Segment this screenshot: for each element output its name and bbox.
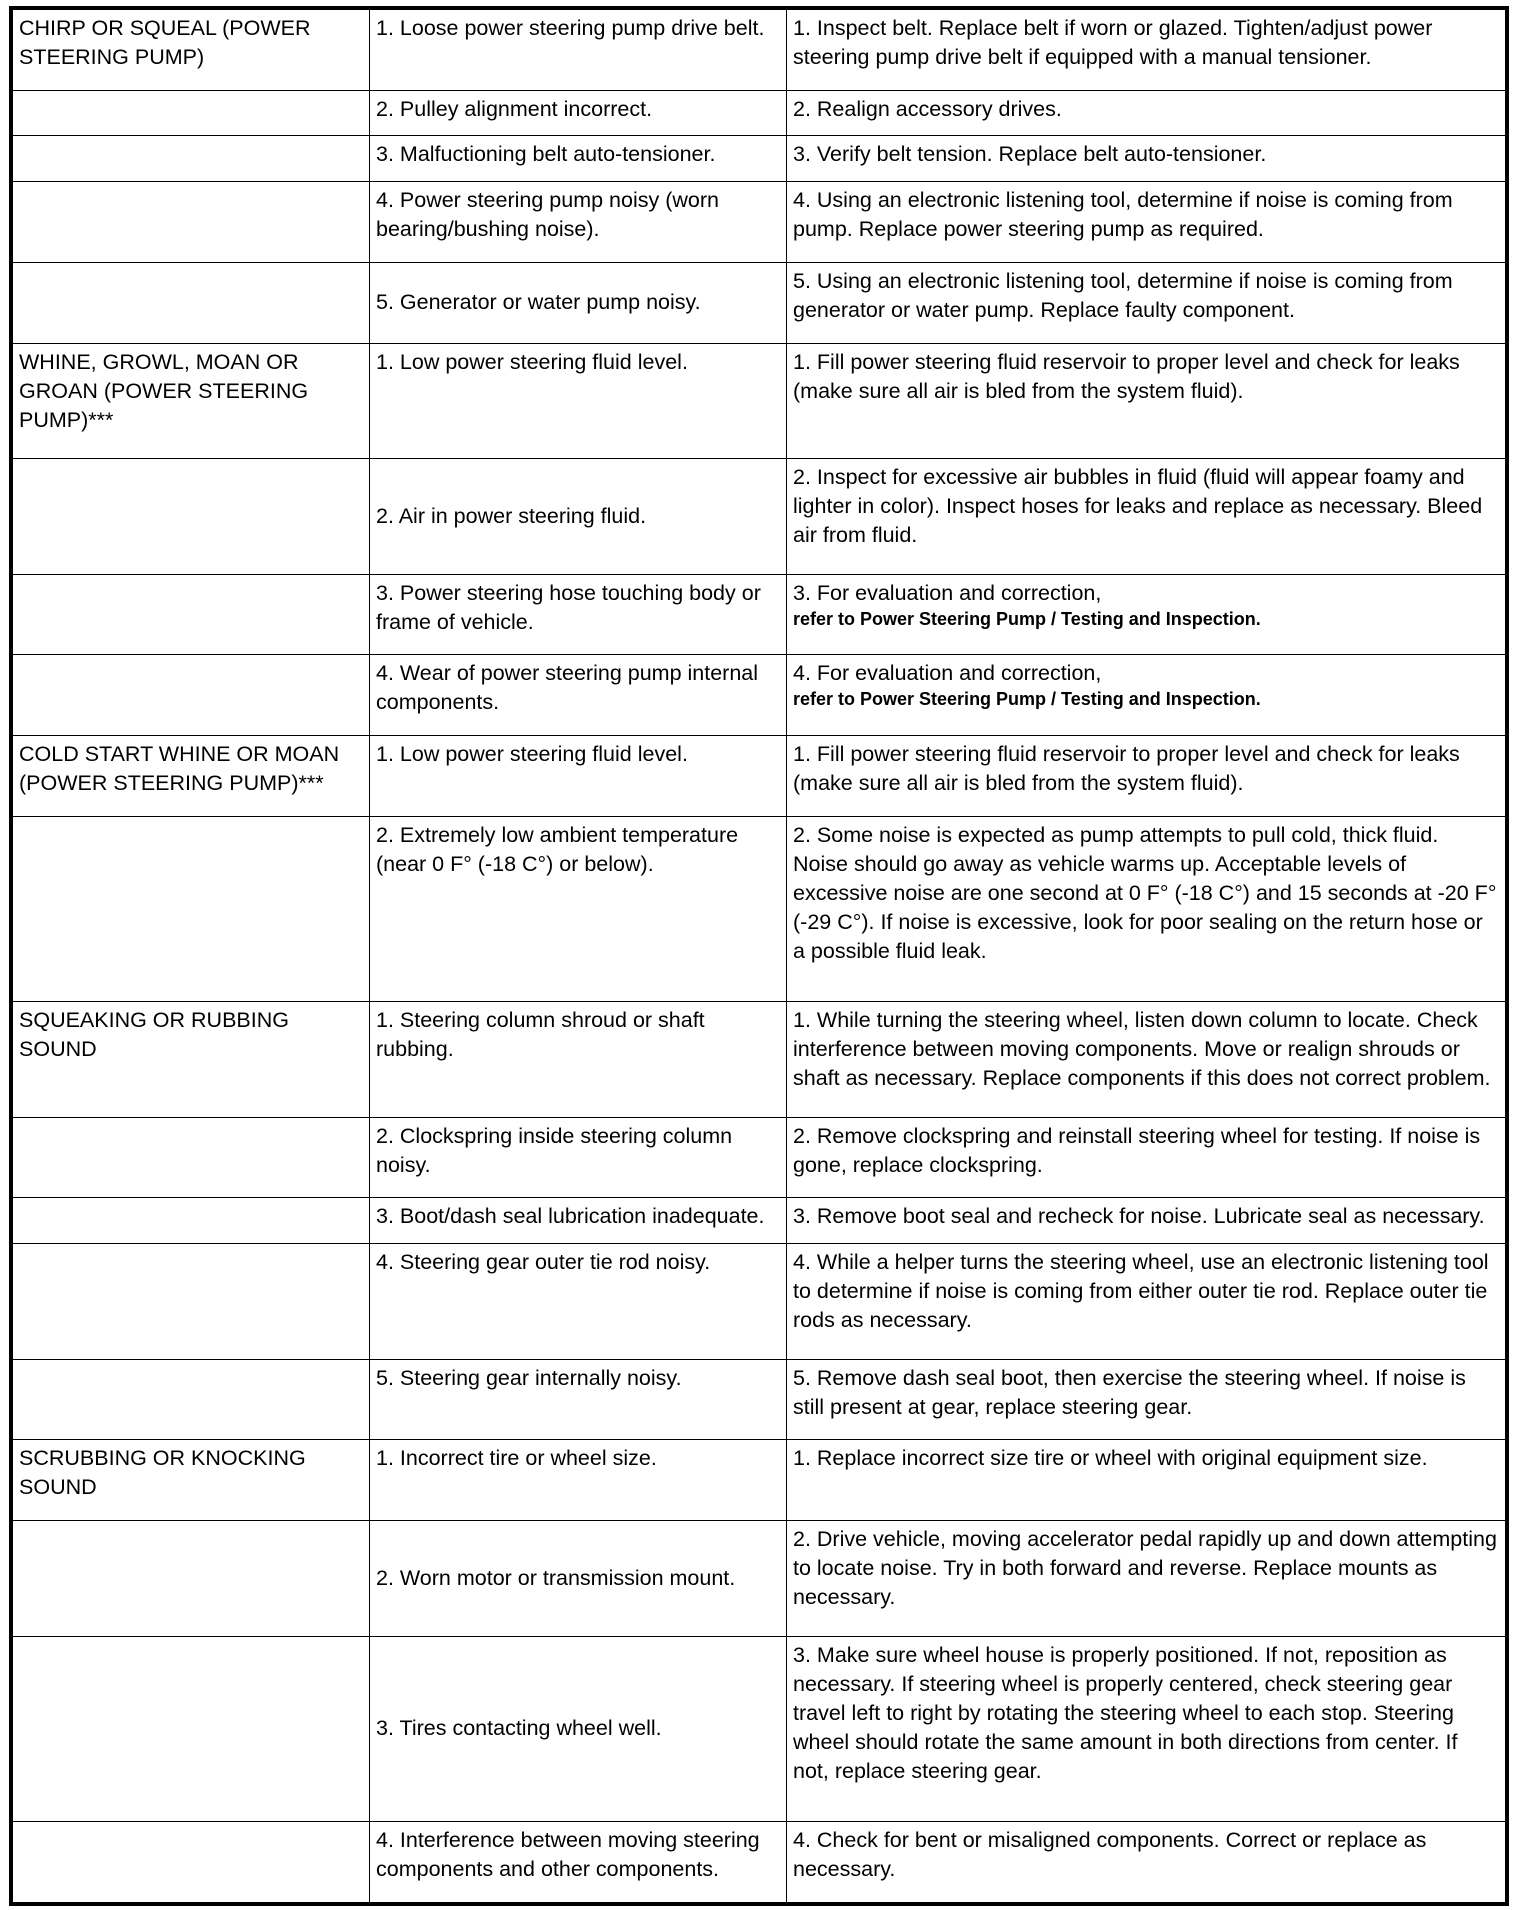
cause-cell: 2. Worn motor or transmission mount. <box>370 1521 787 1637</box>
condition-cell <box>13 574 370 655</box>
table-row <box>13 262 1506 343</box>
cause-cell: 1. Incorrect tire or wheel size. <box>370 1440 787 1521</box>
cause-cell: 5. Generator or water pump noisy. <box>370 262 787 343</box>
correction-cell: 4. While a helper turns the steering wheel, use an electronic listening tool to determine if noise is coming from either outer tie rod. Replace outer tie rods as necessary. <box>787 1244 1506 1360</box>
cause-cell: 1. Low power steering fluid level. <box>370 736 787 817</box>
table-row <box>13 574 1506 655</box>
correction-cell: 1. Fill power steering fluid reservoir to proper level and check for leaks (make sure all air is bled from the system fluid). <box>787 736 1506 817</box>
reference-link[interactable]: refer to Power Steering Pump / Testing and Inspection. <box>793 608 1261 629</box>
table-row <box>13 343 1506 459</box>
correction-cell: 2. Some noise is expected as pump attempts to pull cold, thick fluid. Noise should go away as vehicle warms up. Acceptable levels of excessive noise are one second at 0 F° (-18 C°) and 15 seconds at -20 F° (-29 C°). If noise is excessive, look for poor sealing on the return hose or a possible fluid leak. <box>787 816 1506 1001</box>
correction-cell: 1. While turning the steering wheel, listen down column to locate. Check interference between moving components. Move or realign shrouds or shaft as necessary. Replace components if this does not correct problem. <box>787 1002 1506 1118</box>
diagnosis-table-page <box>9 6 1509 1906</box>
condition-cell <box>13 1359 370 1440</box>
cause-cell: 4. Wear of power steering pump internal components. <box>370 655 787 736</box>
condition-cell <box>13 459 370 575</box>
correction-cell: 1. Fill power steering fluid reservoir to proper level and check for leaks (make sure all air is bled from the system fluid). <box>787 343 1506 459</box>
cause-cell: 3. Power steering hose touching body or frame of vehicle. <box>370 574 787 655</box>
condition-cell <box>13 1636 370 1821</box>
reference-link[interactable]: refer to Power Steering Pump / Testing and Inspection. <box>793 689 1261 710</box>
condition-cell <box>13 1521 370 1637</box>
condition-cell <box>13 182 370 263</box>
condition-cell <box>13 1822 370 1903</box>
cause-cell: 2. Air in power steering fluid. <box>370 459 787 575</box>
condition-cell <box>13 90 370 136</box>
cause-cell: 3. Boot/dash seal lubrication inadequate. <box>370 1198 787 1244</box>
cause-cell: 1. Loose power steering pump drive belt. <box>370 10 787 91</box>
condition-cell <box>13 816 370 1001</box>
correction-cell: 3. Remove boot seal and recheck for noise. Lubricate seal as necessary. <box>787 1198 1506 1244</box>
condition-cell: CHIRP OR SQUEAL (POWER STEERING PUMP) <box>13 10 370 91</box>
table-row <box>13 736 1506 817</box>
condition-cell <box>13 136 370 182</box>
table-row <box>13 1359 1506 1440</box>
correction-cell: 5. Using an electronic listening tool, determine if noise is coming from generator or water pump. Replace faulty component. <box>787 262 1506 343</box>
table-row <box>13 90 1506 136</box>
correction-cell <box>787 574 1506 655</box>
table-row <box>13 459 1506 575</box>
cause-cell: 3. Tires contacting wheel well. <box>370 1636 787 1821</box>
correction-cell: 1. Replace incorrect size tire or wheel with original equipment size. <box>787 1440 1506 1521</box>
condition-cell <box>13 1117 370 1198</box>
table-row <box>13 1822 1506 1903</box>
condition-cell <box>13 655 370 736</box>
condition-cell: SCRUBBING OR KNOCKING SOUND <box>13 1440 370 1521</box>
condition-cell <box>13 262 370 343</box>
table-row <box>13 1440 1506 1521</box>
table-row <box>13 10 1506 91</box>
table-row <box>13 655 1506 736</box>
table-row <box>13 1244 1506 1360</box>
table-row <box>13 182 1506 263</box>
diagnosis-table <box>12 9 1506 1903</box>
table-row <box>13 136 1506 182</box>
cause-cell: 4. Power steering pump noisy (worn bearing/bushing noise). <box>370 182 787 263</box>
correction-cell: 2. Inspect for excessive air bubbles in fluid (fluid will appear foamy and lighter in color). Inspect hoses for leaks and replace as necessary. Bleed air from fluid. <box>787 459 1506 575</box>
condition-cell <box>13 1198 370 1244</box>
correction-cell <box>787 655 1506 736</box>
correction-cell: 2. Remove clockspring and reinstall steering wheel for testing. If noise is gone, replace clockspring. <box>787 1117 1506 1198</box>
correction-text: 3. For evaluation and correction, <box>793 580 1102 605</box>
table-row <box>13 1636 1506 1821</box>
correction-cell: 3. Verify belt tension. Replace belt auto-tensioner. <box>787 136 1506 182</box>
correction-cell: 5. Remove dash seal boot, then exercise the steering wheel. If noise is still present at gear, replace steering gear. <box>787 1359 1506 1440</box>
correction-cell: 1. Inspect belt. Replace belt if worn or glazed. Tighten/adjust power steering pump drive belt if equipped with a manual tensioner. <box>787 10 1506 91</box>
correction-cell: 2. Drive vehicle, moving accelerator pedal rapidly up and down attempting to locate noise. Try in both forward and reverse. Replace mounts as necessary. <box>787 1521 1506 1637</box>
table-row <box>13 1198 1506 1244</box>
cause-cell: 1. Low power steering fluid level. <box>370 343 787 459</box>
table-row <box>13 1521 1506 1637</box>
correction-cell: 4. Check for bent or misaligned components. Correct or replace as necessary. <box>787 1822 1506 1903</box>
cause-cell: 2. Extremely low ambient temperature (near 0 F° (-18 C°) or below). <box>370 816 787 1001</box>
table-row <box>13 816 1506 1001</box>
correction-cell: 3. Make sure wheel house is properly positioned. If not, reposition as necessary. If steering wheel is properly centered, check steering gear travel left to right by rotating the steering wheel to each stop. Steering wheel should rotate the same amount in both directions from center. If not, replace steering gear. <box>787 1636 1506 1821</box>
cause-cell: 4. Steering gear outer tie rod noisy. <box>370 1244 787 1360</box>
condition-cell: SQUEAKING OR RUBBING SOUND <box>13 1002 370 1118</box>
cause-cell: 1. Steering column shroud or shaft rubbing. <box>370 1002 787 1118</box>
table-row <box>13 1117 1506 1198</box>
condition-cell: WHINE, GROWL, MOAN OR GROAN (POWER STEERING PUMP)*** <box>13 343 370 459</box>
cause-cell: 2. Pulley alignment incorrect. <box>370 90 787 136</box>
cause-cell: 5. Steering gear internally noisy. <box>370 1359 787 1440</box>
correction-cell: 4. Using an electronic listening tool, determine if noise is coming from pump. Replace power steering pump as required. <box>787 182 1506 263</box>
condition-cell: COLD START WHINE OR MOAN (POWER STEERING PUMP)*** <box>13 736 370 817</box>
cause-cell: 4. Interference between moving steering components and other components. <box>370 1822 787 1903</box>
cause-cell: 3. Malfuctioning belt auto-tensioner. <box>370 136 787 182</box>
condition-cell <box>13 1244 370 1360</box>
correction-cell: 2. Realign accessory drives. <box>787 90 1506 136</box>
cause-cell: 2. Clockspring inside steering column noisy. <box>370 1117 787 1198</box>
correction-text: 4. For evaluation and correction, <box>793 661 1102 686</box>
table-row <box>13 1002 1506 1118</box>
